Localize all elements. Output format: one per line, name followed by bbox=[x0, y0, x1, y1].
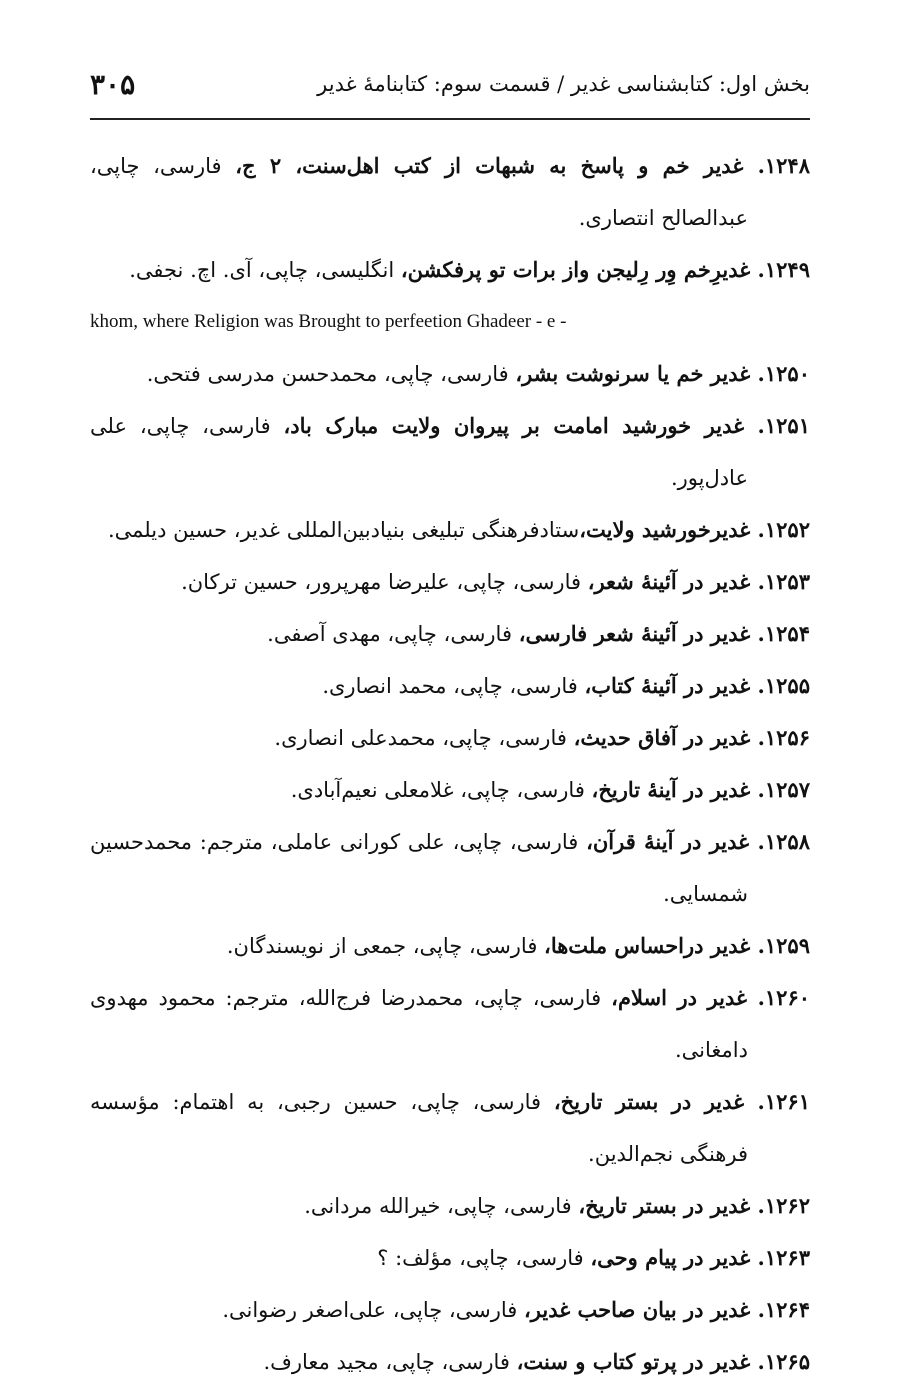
entry-title: ۱۲۵۳. غدیر در آئینهٔ شعر، bbox=[587, 569, 810, 594]
bibliography-entry bbox=[90, 556, 810, 608]
entry-title: ۱۲۶۰. غدیر در اسلام، bbox=[611, 985, 811, 1010]
entry-details: فارسی، چاپی، محمد انصاری. bbox=[322, 674, 585, 698]
english-title-line: khom, where Religion was Brought to perfeetion Ghadeer - e - bbox=[90, 311, 567, 332]
bibliography-entry bbox=[90, 1284, 810, 1336]
bibliography-entry bbox=[90, 1076, 810, 1180]
entry-title: ۱۲۶۳. غدیر در پیام وحی، bbox=[590, 1245, 810, 1270]
bibliography-entry bbox=[90, 140, 810, 244]
bibliography-entry bbox=[90, 712, 810, 764]
bibliography-entry bbox=[90, 920, 810, 972]
running-head: بخش اول: کتابشناسی غدیر / قسمت سوم: کتابنامهٔ غدیر bbox=[317, 72, 810, 96]
entry-title: ۱۲۵۷. غدیر در آینهٔ تاریخ، bbox=[591, 777, 810, 802]
entry-title: ۱۲۶۵. غدیر در پرتو کتاب و سنت، bbox=[516, 1349, 810, 1374]
entry-title: ۱۲۶۴. غدیر در بیان صاحب غدیر، bbox=[524, 1297, 810, 1322]
entry-title: ۱۲۵۶. غدیر در آفاق حدیث، bbox=[573, 725, 810, 750]
bibliography-entry bbox=[90, 972, 810, 1076]
page-number: ۳۰۵ bbox=[90, 68, 136, 101]
entry-details: فارسی، چاپی، عبدالصالح انتصاری. bbox=[90, 154, 748, 230]
entry-title: ۱۲۵۴. غدیر در آئینهٔ شعر فارسی، bbox=[518, 621, 810, 646]
entry-details: فارسی، چاپی، مؤلف: ؟ bbox=[377, 1246, 591, 1270]
entry-details: فارسی، چاپی، حسین رجبی، به اهتمام: مؤسسه فرهنگی نجم‌الدین. bbox=[90, 1090, 748, 1166]
entry-title: ۱۲۵۲. غدیرخورشید ولایت، bbox=[579, 517, 810, 542]
entry-title: ۱۲۴۹. غدیرِخم وِر رِلیجن واز برات تو پرفکشن، bbox=[400, 257, 810, 282]
bibliography-entry bbox=[90, 348, 810, 400]
entry-details: فارسی، چاپی، علی‌اصغر رضوانی. bbox=[222, 1298, 525, 1322]
bibliography-entry bbox=[90, 608, 810, 660]
entry-title: ۱۲۵۱. غدیر خورشید امامت بر پیروان ولایت مبارک باد، bbox=[283, 413, 810, 438]
entry-details: فارسی، چاپی، مهدی آصفی. bbox=[267, 622, 519, 646]
bibliography-entry bbox=[90, 400, 810, 504]
entry-details: فارسی، چاپی، محمدحسن مدرسی فتحی. bbox=[146, 362, 516, 386]
bibliography-entry bbox=[90, 1232, 810, 1284]
entry-title: ۱۲۵۰. غدیر خم یا سرنوشت بشر، bbox=[515, 361, 810, 386]
bibliography-list bbox=[90, 140, 810, 1388]
entry-details: انگلیسی، چاپی، آی. اچ. نجفی. bbox=[129, 258, 401, 282]
entry-details: ستادفرهنگی تبلیغی بنیادبین‌المللی غدیر، حسین دیلمی. bbox=[107, 518, 580, 542]
entry-details: فارسی، چاپی، غلامعلی نعیم‌آبادی. bbox=[290, 778, 592, 802]
entry-title: ۱۲۶۱. غدیر در بستر تاریخ، bbox=[553, 1089, 810, 1114]
page-header bbox=[90, 68, 810, 120]
entry-title: ۱۲۵۹. غدیر دراحساس ملت‌ها، bbox=[544, 933, 810, 958]
entry-title: ۱۲۵۵. غدیر در آئینهٔ کتاب، bbox=[584, 673, 810, 698]
entry-title: ۱۲۵۸. غدیر در آینهٔ قرآن، bbox=[586, 829, 810, 854]
entry-details: فارسی، چاپی، محمدرضا فرج‌الله، مترجم: محمود مهدوی دامغانی. bbox=[90, 986, 748, 1062]
entry-details: فارسی، چاپی، محمدعلی انصاری. bbox=[274, 726, 574, 750]
entry-details: فارسی، چاپی، علیرضا مهرپرور، حسین ترکان. bbox=[181, 570, 588, 594]
bibliography-entry bbox=[90, 660, 810, 712]
entry-title: ۱۲۴۸. غدیر خم و پاسخ به شبهات از کتب اهل‌سنت، ۲ ج، bbox=[235, 153, 810, 178]
bibliography-entry bbox=[90, 244, 810, 296]
entry-details: فارسی، چاپی، علی عادل‌پور. bbox=[90, 414, 748, 490]
bibliography-entry bbox=[90, 1336, 810, 1388]
bibliography-entry bbox=[90, 764, 810, 816]
entry-details: فارسی، چاپی، خیرالله مردانی. bbox=[304, 1194, 579, 1218]
entry-details: فارسی، چاپی، علی کورانی عاملی، مترجم: محمدحسین شمسایی. bbox=[90, 830, 748, 906]
entry-details: فارسی، چاپی، مجید معارف. bbox=[263, 1350, 517, 1374]
bibliography-entry bbox=[90, 816, 810, 920]
entry-details: فارسی، چاپی، جمعی از نویسندگان. bbox=[226, 934, 545, 958]
entry-title: ۱۲۶۲. غدیر در بستر تاریخ، bbox=[578, 1193, 810, 1218]
bibliography-entry bbox=[90, 1180, 810, 1232]
bibliography-entry bbox=[90, 504, 810, 556]
